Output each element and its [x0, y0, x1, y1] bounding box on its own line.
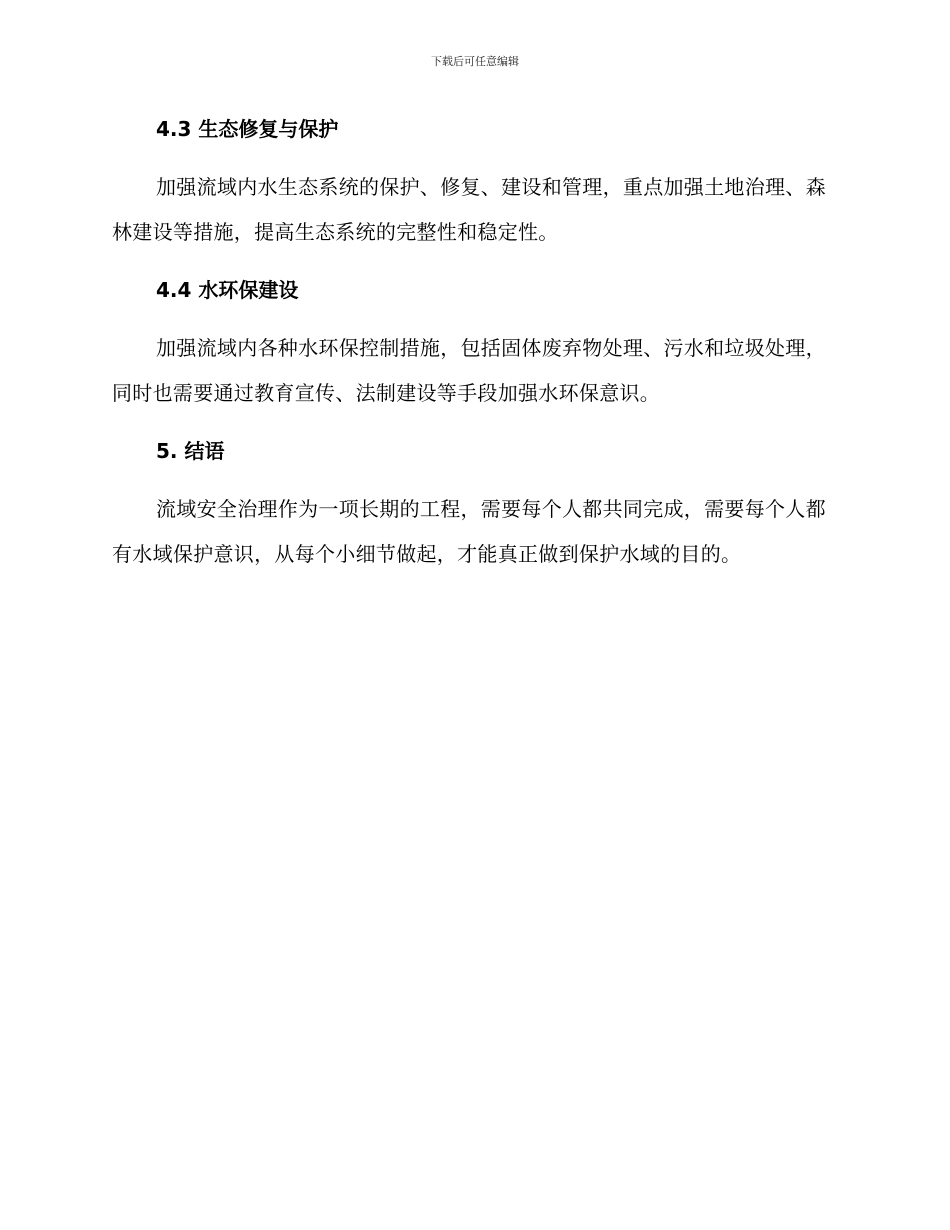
section-paragraph-4-3: 加强流域内水生态系统的保护、修复、建设和管理，重点加强土地治理、森林建设等措施，提高生态系统的完整性和稳定性。: [112, 175, 826, 244]
section-heading-5: 5. 结语: [156, 439, 225, 463]
section-heading-4-4: 4.4 水环保建设: [156, 278, 299, 302]
section-heading-4-3: 4.3 生态修复与保护: [156, 117, 339, 141]
section-paragraph-5: 流域安全治理作为一项长期的工程，需要每个人都共同完成，需要每个人都有水域保护意识，从每个小细节做起，才能真正做到保护水域的目的。: [112, 497, 826, 566]
page-header: 下载后可任意编辑: [431, 55, 519, 68]
section-paragraph-4-4: 加强流域内各种水环保控制措施，包括固体废弃物处理、污水和垃圾处理，同时也需要通过教育宣传、法制建设等手段加强水环保意识。: [112, 336, 826, 405]
document-body: [112, 112, 832, 577]
